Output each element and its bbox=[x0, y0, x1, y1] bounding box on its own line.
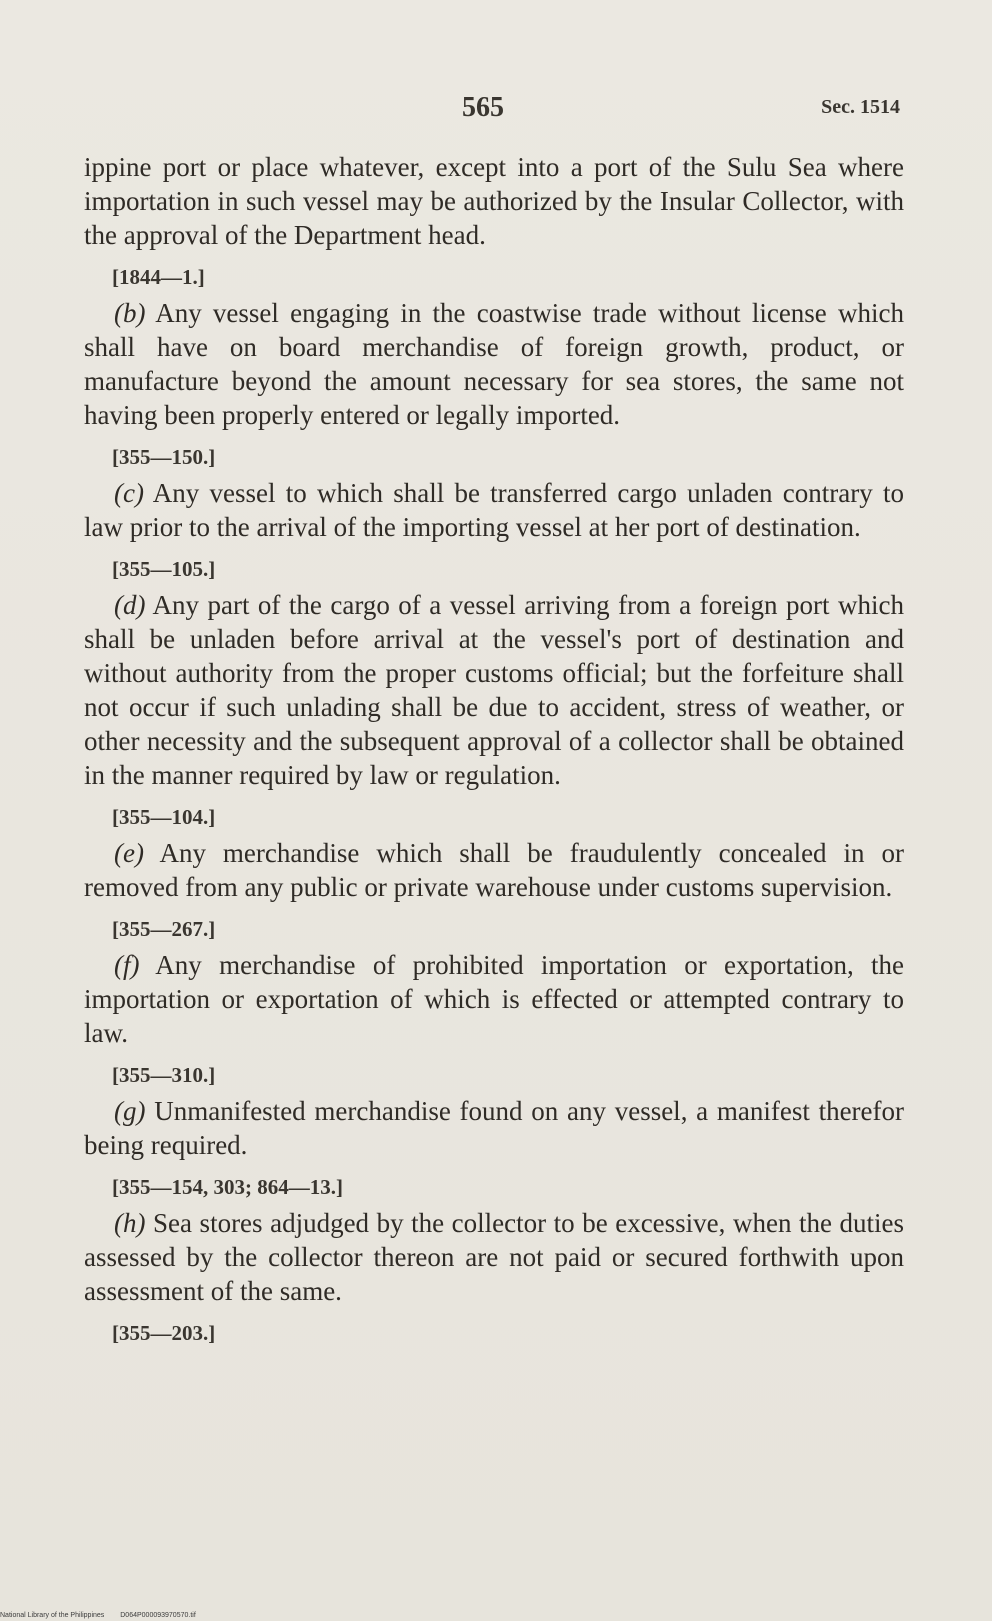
clause-b bbox=[84, 296, 904, 432]
clause-g bbox=[84, 1094, 904, 1162]
page-body bbox=[84, 150, 904, 1352]
clause-e bbox=[84, 836, 904, 904]
clause-text: Any merchandise which shall be fraudulently concealed in or removed from any public or private warehouse under customs supervision. bbox=[84, 838, 904, 902]
clause-marker: (c) bbox=[114, 478, 144, 508]
clause-marker: (b) bbox=[114, 298, 146, 328]
clause-text: Unmanifested merchandise found on any vessel, a manifest therefor being required. bbox=[84, 1096, 905, 1160]
page-number: 565 bbox=[462, 92, 504, 123]
citation: [355—267.] bbox=[112, 917, 216, 941]
final-citation: [355—203.] bbox=[112, 1321, 216, 1345]
clause-marker: (h) bbox=[114, 1208, 146, 1238]
intro-paragraph: ippine port or place whatever, except into a port of the Sulu Sea where importation in such vessel may be authorized by the Insular Collector, with the approval of the Department head. bbox=[84, 152, 904, 250]
clause-text: Any part of the cargo of a vessel arriving from a foreign port which shall be unladen before arrival at the vessel's port of destination and without authority from the proper customs official; but the forfeiture shall not occur if such unlading shall be due to accident, stress of weather, or other necessity and the subsequent approval of a collector shall be obtained in the manner required by law or regulation. bbox=[84, 590, 905, 790]
clause-f bbox=[84, 948, 904, 1050]
clause-text: Any vessel engaging in the coastwise trade without license which shall have on board merchandise of foreign growth, product, or manufacture beyond the amount necessary for sea stores, the same not having been properly entered or legally imported. bbox=[84, 298, 904, 430]
clause-h bbox=[84, 1206, 904, 1308]
page-header bbox=[0, 92, 992, 132]
citation: [1844—1.] bbox=[112, 265, 205, 289]
scan-footer bbox=[0, 1612, 210, 1619]
clause-marker: (d) bbox=[114, 590, 146, 620]
clause-c bbox=[84, 476, 904, 544]
clause-marker: (g) bbox=[114, 1096, 146, 1126]
clause-text: Any merchandise of prohibited importation or exportation, the importation or exportation of which is effected or attempted contrary to law. bbox=[84, 950, 904, 1048]
citation: [355—154, 303; 864—13.] bbox=[112, 1175, 343, 1199]
file-identifier: D064P000093970570.tif bbox=[120, 1612, 196, 1619]
clause-d bbox=[84, 588, 904, 792]
clause-text: Any vessel to which shall be transferred cargo unladen contrary to law prior to the arrival of the importing vessel at her port of destination. bbox=[84, 478, 904, 542]
library-credit: National Library of the Philippines bbox=[0, 1612, 105, 1619]
section-reference: Sec. 1514 bbox=[821, 96, 900, 118]
citation: [355—104.] bbox=[112, 805, 216, 829]
citation: [355—310.] bbox=[112, 1063, 216, 1087]
citation: [355—105.] bbox=[112, 557, 216, 581]
clause-marker: (f) bbox=[114, 950, 140, 980]
clause-text: Sea stores adjudged by the collector to be excessive, when the duties assessed by the collector thereon are not paid or secured forthwith upon assessment of the same. bbox=[84, 1208, 905, 1306]
citation: [355—150.] bbox=[112, 445, 216, 469]
clause-marker: (e) bbox=[114, 838, 144, 868]
